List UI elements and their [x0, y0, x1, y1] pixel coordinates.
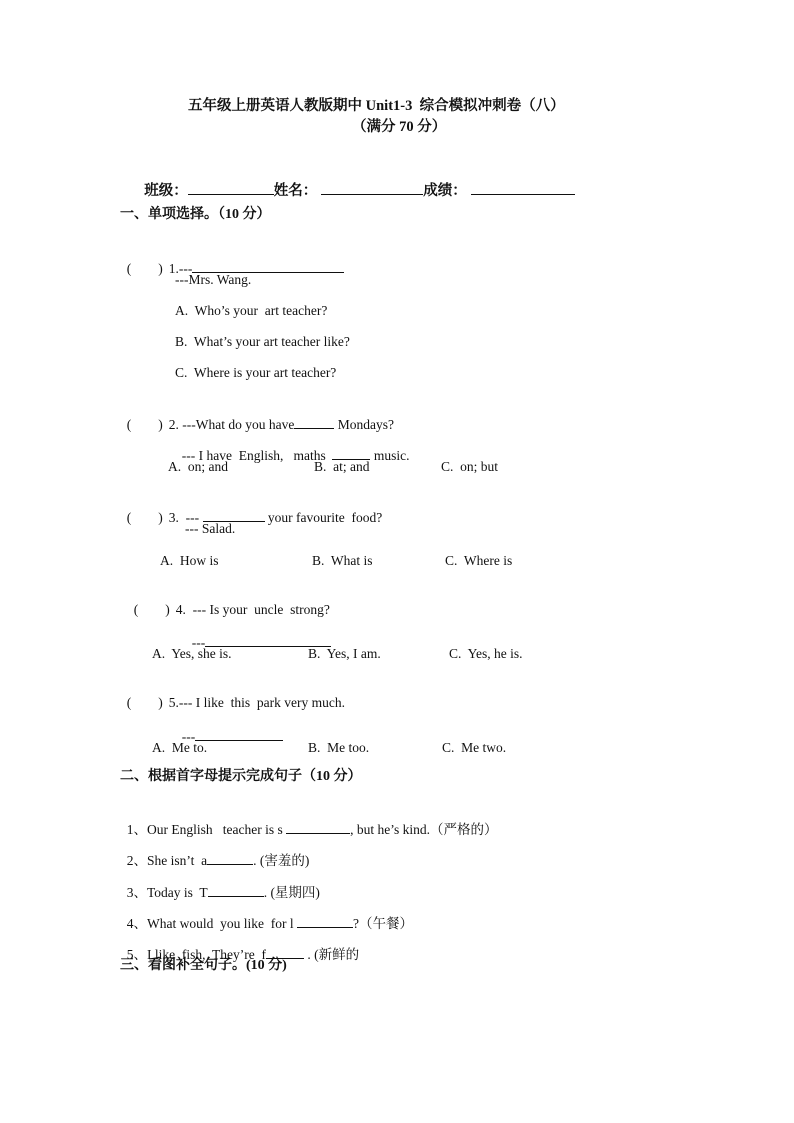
s2-s1-part-b: , but he’s kind.（严格的）	[350, 822, 498, 837]
q5-option-a: A. Me to.	[152, 740, 208, 755]
s2-s2-part-a: 2、She isn’t a	[126, 853, 208, 868]
q5-line	[120, 676, 345, 712]
s2-s5-part-a: 5、I like fish, They’re f	[126, 947, 266, 962]
s2-s3-part-a: 3、Today is T	[126, 885, 208, 900]
q2-option-a: A. on; and	[168, 459, 228, 474]
q2-stem-a: 2. ---What do you have	[168, 417, 295, 432]
section3-heading: 三、看图补全句子。(10 分)	[120, 958, 287, 973]
q2-paren[interactable]: ( )	[126, 417, 163, 432]
q5-option-b: B. Me too.	[308, 740, 370, 755]
q5-reply: ---	[181, 729, 196, 744]
q3-option-a: A. How is	[160, 553, 219, 568]
s2-s3-part-b: . (星期四)	[263, 885, 320, 900]
q1-paren[interactable]: ( )	[126, 261, 163, 276]
q1-reply: ---Mrs. Wang.	[175, 272, 252, 287]
q1-option-c: C. Where is your art teacher?	[175, 365, 337, 380]
q3-stem-b: your favourite food?	[264, 510, 383, 525]
q4-reply: ---	[191, 635, 206, 650]
page-title: 五年级上册英语人教版期中 Unit1-3 综合模拟冲刺卷（八）	[188, 98, 565, 114]
q1-option-a: A. Who’s your art teacher?	[175, 303, 328, 318]
q4-paren[interactable]: ( )	[133, 602, 170, 617]
q3-line	[120, 489, 382, 527]
q2-option-c: C. on; but	[441, 459, 499, 474]
s2-s4-part-b: ?（午餐）	[352, 916, 413, 931]
q3-stem-a: 3. ---	[168, 510, 203, 525]
q4-stem: 4. --- Is your uncle strong?	[175, 602, 330, 617]
s2-s2-part-b: . (害羞的)	[253, 853, 310, 868]
class-blank[interactable]	[188, 180, 274, 195]
q2-stem-b: Mondays?	[334, 417, 394, 432]
q2-reply-a: --- I have English, maths	[181, 448, 333, 463]
class-label: 班级：	[144, 183, 188, 199]
q5-blank[interactable]	[195, 726, 283, 741]
s2-s2-blank[interactable]	[207, 850, 253, 865]
q2-option-b: B. at; and	[314, 459, 370, 474]
section1-heading: 一、单项选择。（10 分）	[120, 207, 271, 222]
q5-stem: 5.--- I like this park very much.	[168, 695, 345, 710]
s2-s4-part-a: 4、What would you like for l	[126, 916, 297, 931]
q1-stem: 1.---	[168, 261, 193, 276]
score-label: 成绩：	[423, 183, 467, 199]
q2-reply-b: music.	[370, 448, 410, 463]
q4-option-b: B. Yes, I am.	[308, 646, 381, 661]
q3-paren[interactable]: ( )	[126, 510, 163, 525]
score-blank[interactable]	[471, 180, 575, 195]
q1-option-b: B. What’s your art teacher like?	[175, 334, 350, 349]
q3-option-c: C. Where is	[445, 553, 513, 568]
info-line	[137, 162, 575, 200]
s2-s5-part-b: . (新鲜的	[303, 947, 360, 962]
q5-paren[interactable]: ( )	[126, 695, 163, 710]
name-label: 姓名：	[273, 183, 318, 199]
q5-option-c: C. Me two.	[442, 740, 507, 755]
q4-option-a: A. Yes, she is.	[152, 646, 232, 661]
s2-s1-part-a: 1、Our English teacher is s	[126, 822, 287, 837]
q4-option-c: C. Yes, he is.	[449, 646, 523, 661]
name-blank[interactable]	[321, 180, 423, 195]
section2-heading: 二、根据首字母提示完成句子（10 分）	[120, 769, 362, 784]
page-subtitle: （满分 70 分）	[352, 119, 447, 135]
q3-option-b: B. What is	[312, 553, 373, 568]
q3-reply: --- Salad.	[185, 521, 236, 536]
